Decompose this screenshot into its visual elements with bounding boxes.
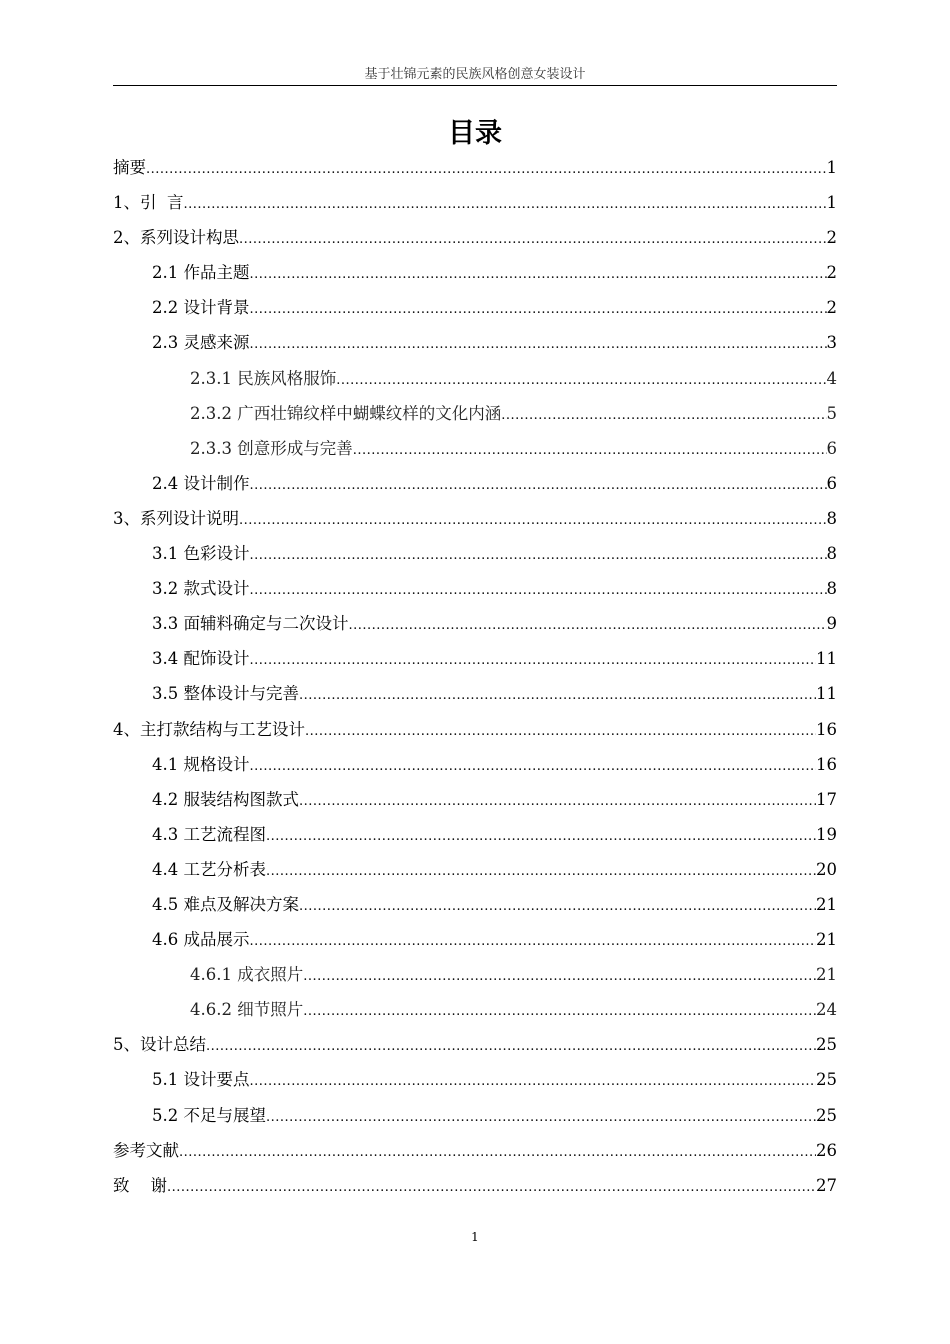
dot-leader bbox=[501, 398, 826, 433]
toc-entry-title: 2、系列设计构思 bbox=[113, 228, 239, 248]
dot-leader bbox=[353, 433, 827, 468]
toc-entry-page: 8 bbox=[826, 544, 837, 564]
toc-entry[interactable] bbox=[113, 1062, 837, 1097]
dot-leader bbox=[146, 152, 827, 187]
dot-leader bbox=[303, 994, 816, 1029]
toc-entry-page: 21 bbox=[816, 930, 837, 950]
toc-entry-title: 4.6.2 细节照片 bbox=[190, 1000, 304, 1020]
toc-entry-title: 参考文献 bbox=[113, 1140, 179, 1160]
toc-entry-title: 摘要 bbox=[113, 158, 146, 177]
toc-entry-page: 21 bbox=[816, 965, 837, 985]
toc-entry[interactable] bbox=[113, 676, 837, 711]
toc-entry-page: 25 bbox=[816, 1105, 837, 1125]
toc-entry-page: 5 bbox=[826, 403, 837, 423]
dot-leader bbox=[250, 573, 827, 608]
toc-entry-page: 9 bbox=[826, 614, 837, 634]
toc-entry[interactable] bbox=[113, 641, 837, 676]
toc-entry-page: 25 bbox=[816, 1035, 837, 1055]
toc-entry[interactable] bbox=[113, 466, 837, 501]
toc-entry-page: 11 bbox=[816, 649, 837, 669]
toc-entry-page: 2 bbox=[826, 263, 837, 283]
toc-entry-title: 3.5 整体设计与完善 bbox=[152, 684, 299, 704]
dot-leader bbox=[239, 503, 827, 538]
toc-entry-title: 5.1 设计要点 bbox=[152, 1070, 250, 1090]
dot-leader bbox=[303, 959, 816, 994]
toc-entry-page: 2 bbox=[826, 298, 837, 318]
toc-entry-title: 2.3 灵感来源 bbox=[152, 333, 250, 353]
toc-entry[interactable] bbox=[113, 150, 837, 185]
toc-entry[interactable] bbox=[113, 606, 837, 641]
dot-leader bbox=[266, 819, 816, 854]
toc-entry-title: 4.3 工艺流程图 bbox=[152, 824, 266, 844]
toc-entry-title: 4.2 服装结构图款式 bbox=[152, 789, 299, 809]
toc-entry-page: 3 bbox=[826, 333, 837, 353]
dot-leader bbox=[349, 608, 827, 643]
toc-entry[interactable] bbox=[113, 431, 837, 466]
toc-entry[interactable] bbox=[113, 1133, 837, 1168]
dot-leader bbox=[184, 187, 827, 222]
toc-entry-page: 21 bbox=[816, 894, 837, 914]
dot-leader bbox=[250, 468, 827, 503]
dot-leader bbox=[167, 1170, 816, 1205]
toc-entry[interactable] bbox=[113, 817, 837, 852]
toc-entry-page: 8 bbox=[826, 579, 837, 599]
toc-entry-title: 3.1 色彩设计 bbox=[152, 544, 250, 564]
toc-entry[interactable] bbox=[113, 852, 837, 887]
header-divider bbox=[113, 85, 837, 86]
toc-entry-title: 4.6.1 成衣照片 bbox=[190, 965, 304, 985]
toc-entry-title: 4、主打款结构与工艺设计 bbox=[113, 719, 305, 739]
toc-entry[interactable] bbox=[113, 922, 837, 957]
dot-leader bbox=[305, 714, 816, 749]
dot-leader bbox=[299, 784, 816, 819]
toc-entry-title: 3.2 款式设计 bbox=[152, 579, 250, 599]
dot-leader bbox=[250, 538, 827, 573]
toc-entry[interactable] bbox=[113, 992, 837, 1027]
toc-entry[interactable] bbox=[113, 361, 837, 396]
toc-entry-page: 27 bbox=[816, 1175, 837, 1195]
dot-leader bbox=[250, 749, 817, 784]
toc-entry[interactable] bbox=[113, 536, 837, 571]
toc-title: 目录 bbox=[448, 118, 502, 149]
toc-entry[interactable] bbox=[113, 747, 837, 782]
toc-entry[interactable] bbox=[113, 290, 837, 325]
toc-entry-page: 16 bbox=[816, 719, 837, 739]
toc-entry-page: 16 bbox=[816, 754, 837, 774]
toc-entry[interactable] bbox=[113, 255, 837, 290]
toc-entry-page: 25 bbox=[816, 1070, 837, 1090]
dot-leader bbox=[206, 1029, 816, 1064]
dot-leader bbox=[179, 1135, 816, 1170]
toc-entry[interactable] bbox=[113, 571, 837, 606]
toc-entry[interactable] bbox=[113, 185, 837, 220]
toc-entry-title: 4.6 成品展示 bbox=[152, 930, 250, 950]
dot-leader bbox=[250, 643, 817, 678]
toc-entry[interactable] bbox=[113, 957, 837, 992]
toc-entry-title: 3.4 配饰设计 bbox=[152, 649, 250, 669]
toc-entry[interactable] bbox=[113, 220, 837, 255]
toc-entry-title: 2.3.2 广西壮锦纹样中蝴蝶纹样的文化内涵 bbox=[190, 403, 502, 423]
toc-entry-title: 4.5 难点及解决方案 bbox=[152, 894, 299, 914]
toc-entry[interactable] bbox=[113, 501, 837, 536]
toc-entry-page: 4 bbox=[826, 368, 837, 388]
dot-leader bbox=[239, 222, 827, 257]
toc-entry-title: 2.2 设计背景 bbox=[152, 298, 250, 318]
dot-leader bbox=[250, 292, 827, 327]
toc-entry[interactable] bbox=[113, 396, 837, 431]
toc-entry-title: 致 谢 bbox=[113, 1175, 167, 1195]
toc-entry-page: 20 bbox=[816, 859, 837, 879]
toc-entry-page: 24 bbox=[816, 1000, 837, 1020]
toc-entry-page: 19 bbox=[816, 824, 837, 844]
toc-entry[interactable] bbox=[113, 1168, 837, 1203]
toc-entry-page: 11 bbox=[816, 684, 837, 704]
toc-entry[interactable] bbox=[113, 887, 837, 922]
toc-entry-title: 4.1 规格设计 bbox=[152, 754, 250, 774]
toc-entry-page: 8 bbox=[826, 508, 837, 528]
dot-leader bbox=[266, 854, 816, 889]
toc-entry-title: 2.3.3 创意形成与完善 bbox=[190, 438, 353, 458]
dot-leader bbox=[299, 678, 816, 713]
dot-leader bbox=[250, 327, 827, 362]
toc-entry-title: 5.2 不足与展望 bbox=[152, 1105, 266, 1125]
toc-entry-title: 5、设计总结 bbox=[113, 1035, 206, 1055]
toc-entry-page: 2 bbox=[826, 228, 837, 248]
toc-entry-title: 3.3 面辅料确定与二次设计 bbox=[152, 614, 349, 634]
dot-leader bbox=[299, 889, 816, 924]
toc-entry-page: 1 bbox=[826, 158, 837, 177]
toc-entry-title: 3、系列设计说明 bbox=[113, 508, 239, 528]
toc-entry[interactable] bbox=[113, 782, 837, 817]
toc-entry-title: 2.4 设计制作 bbox=[152, 473, 250, 493]
toc-entry-page: 17 bbox=[816, 789, 837, 809]
toc-entry-page: 6 bbox=[826, 473, 837, 493]
running-header: 基于壮锦元素的民族风格创意女装设计 bbox=[364, 67, 586, 82]
toc-entry[interactable] bbox=[113, 325, 837, 360]
toc-entry[interactable] bbox=[113, 712, 837, 747]
toc-entry[interactable] bbox=[113, 1027, 837, 1062]
dot-leader bbox=[250, 257, 827, 292]
dot-leader bbox=[336, 363, 826, 398]
page-number: 1 bbox=[471, 1230, 479, 1244]
toc-entry[interactable] bbox=[113, 1098, 837, 1133]
toc-entry-title: 1、引 言 bbox=[113, 193, 184, 213]
toc-entry-page: 26 bbox=[816, 1140, 837, 1160]
toc-entry-title: 4.4 工艺分析表 bbox=[152, 859, 266, 879]
table-of-contents bbox=[113, 150, 837, 1203]
toc-entry-title: 2.1 作品主题 bbox=[152, 263, 250, 283]
dot-leader bbox=[266, 1100, 816, 1135]
toc-entry-title: 2.3.1 民族风格服饰 bbox=[190, 368, 337, 388]
dot-leader bbox=[250, 1064, 817, 1099]
toc-entry-page: 1 bbox=[826, 193, 837, 213]
toc-entry-page: 6 bbox=[826, 438, 837, 458]
dot-leader bbox=[250, 924, 817, 959]
